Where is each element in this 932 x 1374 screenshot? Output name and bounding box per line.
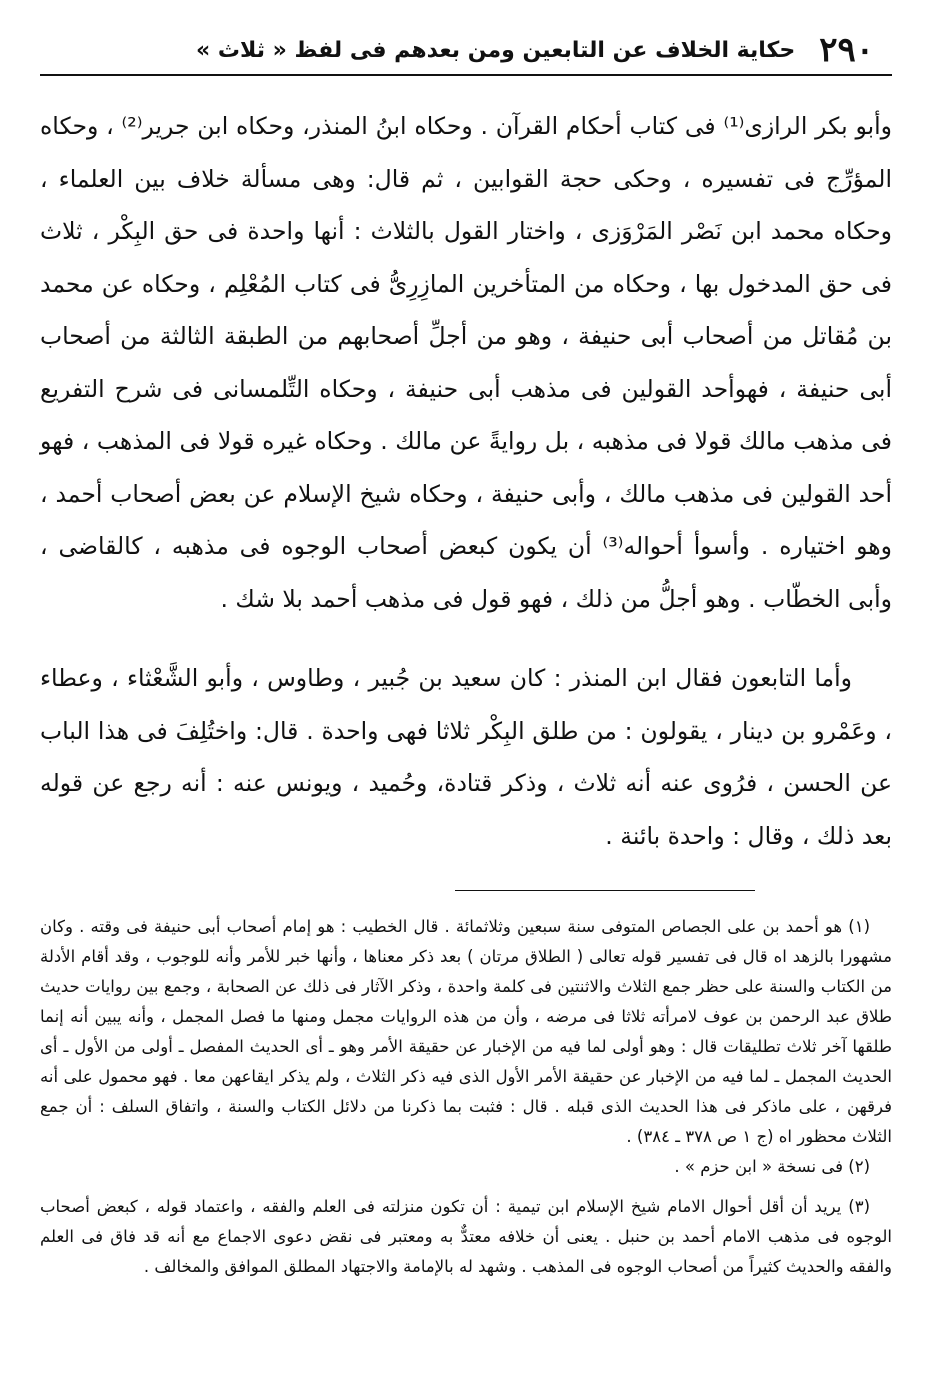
main-text [40, 100, 892, 625]
header-rule [40, 74, 892, 76]
page-number: ٢٩٠ [819, 30, 874, 70]
footnote-3: (٣) يريد أن أقل أحوال الامام شيخ الإسلام ابن تيمية : أن تكون منزلته فى العلم والفقه ، واعتماد قوله ، كبعض أصحاب الوجوه فى مذهب الامام أحمد بن حنبل . يعنى أن خلافه معتدٌّ به ومعتبر فى نقض دعوى الاجماع مع أنه قد فاق فى العلم والفقه والحديث كثيراً من أصحاب الوجوه فى المذهب . وشهد له بالإمامة والاجتهاد المطلق الموافق والمخالف . [40, 1197, 892, 1276]
footnote-1: (١) هو أحمد بن على الجصاص المتوفى سنة سبعين وثلاثمائة . قال الخطيب : هو إمام أصحاب أبى حنيفة فى وقته . وكان مشهورا بالزهد اه قال فى تفسير قوله تعالى ( الطلاق مرتان ) بعد ذكر معناها ، وأنها خبر للأمر وأنه للوجوب ، وقد أقام الأدلة من الكتاب والسنة على حظر جمع الثلاث والاثنتين فى كلمة واحدة ، وذكر الآثار فى ذلك عن الصحابة ، وجمع بين روايات حديث طلاق عبد الرحمن بن عوف لامرأته ثلاثا فى مرضه ، وأن من هذه الروايات مجمل ومنها ما فصل المجمل ، وأنه يبين أنه إنما طلقها آخر ثلاث تطليقات قال : وهو أولى لما فيه من الإخبار عن حقيقة الأمر وهو ـ أى الحديث المفصل ـ أولى من الأول ـ أى الحديث المجمل ـ لما فيه من الإخبار عن حقيقة الأمر الأول الذى فيه ذكر الثلاث ، ولم يذكر ايقاعهن معا . فهو محمول على أنه فرقهن ، على ماذكر فى هذا الحديث الذى قبله . قال : فثبت بما ذكرنا من دلائل الكتاب والسنة ، واتفاق السلف : أن جمع الثلاث محظور اه (ج ١ ص ٣٧٨ ـ ٣٨٤) . [40, 917, 892, 1146]
paragraph-1: وأبو بكر الرازى⁽¹⁾ فى كتاب أحكام القرآن . وحكاه ابنُ المنذر، وحكاه ابن جرير⁽²⁾ ، وحكاه المؤرِّج فى تفسيره ، وحكى حجة القوابين ، ثم قال: وهى مسألة خلاف بين العلماء ، وحكاه محمد ابن نَصْر المَرْوَزى ، واختار القول بالثلاث : أنها واحدة فى حق البِكْر ، ثلاث فى حق المدخول بها ، وحكاه من المتأخرين المازِرِىُّ فى كتاب المُعْلِم ، وحكاه عن محمد بن مُقاتل من أصحاب أبى حنيفة ، وهو من أجلِّ أصحابهم من الطبقة الثالثة من أصحاب أبى حنيفة ، فهوأحد القولين فى مذهب أبى حنيفة ، وحكاه التِّلمسانى فى شرح التفريع فى مذهب مالك قولا فى مذهبه ، بل روايةً عن مالك . وحكاه غيره قولا فى المذهب ، فهو أحد القولين فى مذهب مالك ، وأبى حنيفة ، وحكاه شيخ الإسلام عن بعض أصحاب أحمد ، وهو اختياره . وأسوأ أحواله⁽³⁾ أن يكون كبعض أصحاب الوجوه فى مذهبه ، كالقاضى ، وأبى الخطّاب . وهو أجلُّ من ذلك ، فهو قول فى مذهب أحمد بلا شك . [40, 112, 893, 613]
paragraph-2: وأما التابعون فقال ابن المنذر : كان سعيد بن جُبير ، وطاوس ، وأبو الشَّعْثاء ، وعطاء ، وعَمْرو بن دينار ، يقولون : من طلق البِكْر ثلاثا فهى واحدة . قال: واختُلِفَ فى هذا الباب عن الحسن ، فرُوى عنه أنه ثلاث ، وذكر قتادة، وحُميد ، ويونس عنه : أنه رجع عن قوله بعد ذلك ، وقال : واحدة بائنة . [40, 664, 892, 850]
page-header [40, 30, 892, 70]
footnote-2: (٢) فى نسخة « ابن حزم » . [674, 1157, 870, 1176]
footnote-separator [455, 890, 755, 891]
running-title: حكاية الخلاف عن التابعين ومن بعدهم فى لفظ « ثلاث » [196, 37, 796, 63]
footnotes [40, 912, 892, 1282]
